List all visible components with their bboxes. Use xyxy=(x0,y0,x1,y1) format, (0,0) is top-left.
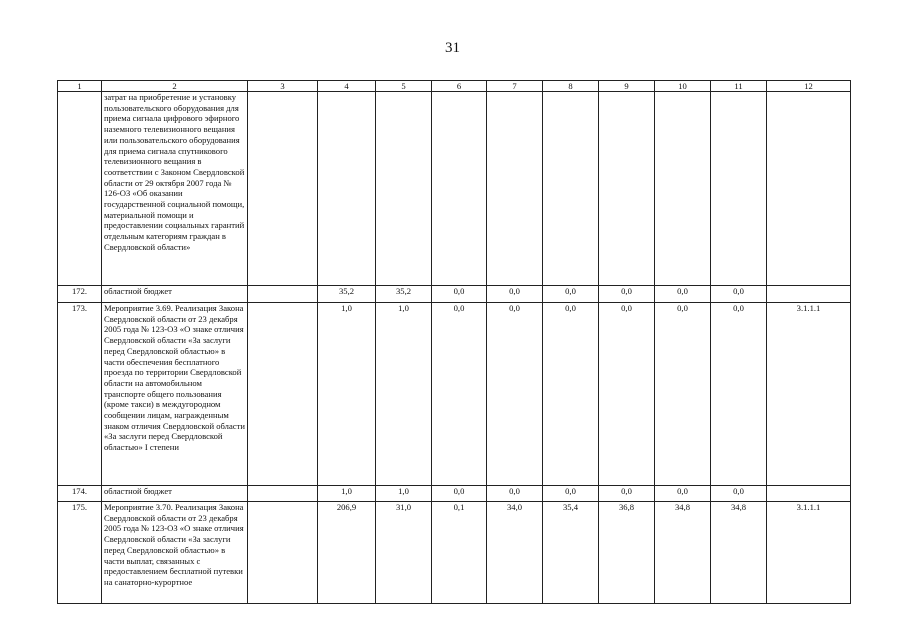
cell-code xyxy=(767,286,851,303)
cell-value: 0,0 xyxy=(711,486,767,502)
cell-value: 34,8 xyxy=(711,502,767,604)
row-description: затрат на приобретение и установку пользовательского оборудования для приема сигнала цифрового эфирного наземного телевизионного вещания или пользовательского оборудования для приема сигнала спутникового телевизионного вещания в соответствии с Законом Свердловской области от 29 октября 2007 года № 126-ОЗ «Об оказании государственной социальной помощи, материальной помощи и предоставлении социальных гарантий отдельным категориям граждан в Свердловской области» xyxy=(102,92,248,286)
cell-code xyxy=(767,486,851,502)
table-row xyxy=(58,502,851,604)
cell-value: 0,0 xyxy=(599,303,655,486)
cell-value: 1,0 xyxy=(318,303,376,486)
cell-value: 0,0 xyxy=(711,303,767,486)
cell-value: 35,2 xyxy=(376,286,432,303)
cell-value: 1,0 xyxy=(376,303,432,486)
cell-value: 1,0 xyxy=(376,486,432,502)
cell-value: 0,0 xyxy=(487,303,543,486)
cell-value: 34,0 xyxy=(487,502,543,604)
cell-value xyxy=(248,303,318,486)
table-row xyxy=(58,486,851,502)
row-number: 173. xyxy=(58,303,102,486)
cell-value xyxy=(248,486,318,502)
cell-value xyxy=(248,286,318,303)
cell-value: 0,0 xyxy=(487,486,543,502)
cell-value xyxy=(599,92,655,286)
cell-value: 0,0 xyxy=(432,303,487,486)
cell-value: 35,4 xyxy=(543,502,599,604)
row-description: областной бюджет xyxy=(102,486,248,502)
cell-value: 0,0 xyxy=(655,486,711,502)
column-header: 1 xyxy=(58,81,102,92)
column-header: 11 xyxy=(711,81,767,92)
cell-value xyxy=(248,502,318,604)
cell-value: 0,0 xyxy=(655,286,711,303)
cell-value: 0,0 xyxy=(543,286,599,303)
column-header: 8 xyxy=(543,81,599,92)
cell-value: 35,2 xyxy=(318,286,376,303)
column-header: 5 xyxy=(376,81,432,92)
column-header-row xyxy=(58,81,851,92)
row-number: 174. xyxy=(58,486,102,502)
cell-value: 0,1 xyxy=(432,502,487,604)
program-table xyxy=(57,80,851,604)
column-header: 10 xyxy=(655,81,711,92)
cell-value: 0,0 xyxy=(599,486,655,502)
table-row xyxy=(58,286,851,303)
cell-value: 0,0 xyxy=(432,286,487,303)
cell-value: 0,0 xyxy=(655,303,711,486)
cell-value: 0,0 xyxy=(432,486,487,502)
cell-value: 1,0 xyxy=(318,486,376,502)
cell-code xyxy=(767,92,851,286)
table-row xyxy=(58,92,851,286)
row-number: 172. xyxy=(58,286,102,303)
row-description: Мероприятие 3.70. Реализация Закона Свердловской области от 23 декабря 2005 года № 123-ОЗ «О знаке отличия Свердловской области «За заслуги перед Свердловской областью» в части выплат, связанных с предоставлением бесплатной путевки на санаторно-курортное xyxy=(102,502,248,604)
cell-value xyxy=(655,92,711,286)
cell-value xyxy=(711,92,767,286)
row-number: 175. xyxy=(58,502,102,604)
table-row xyxy=(58,303,851,486)
cell-value xyxy=(248,92,318,286)
cell-value xyxy=(318,92,376,286)
column-header: 6 xyxy=(432,81,487,92)
cell-code: 3.1.1.1 xyxy=(767,502,851,604)
cell-value xyxy=(487,92,543,286)
column-header: 4 xyxy=(318,81,376,92)
cell-code: 3.1.1.1 xyxy=(767,303,851,486)
cell-value: 0,0 xyxy=(543,486,599,502)
row-description: областной бюджет xyxy=(102,286,248,303)
cell-value xyxy=(376,92,432,286)
cell-value: 31,0 xyxy=(376,502,432,604)
page-number: 31 xyxy=(445,40,460,56)
column-header: 3 xyxy=(248,81,318,92)
cell-value: 206,9 xyxy=(318,502,376,604)
cell-value: 34,8 xyxy=(655,502,711,604)
cell-value: 36,8 xyxy=(599,502,655,604)
column-header: 12 xyxy=(767,81,851,92)
row-number xyxy=(58,92,102,286)
column-header: 2 xyxy=(102,81,248,92)
cell-value: 0,0 xyxy=(711,286,767,303)
row-description: Мероприятие 3.69. Реализация Закона Свердловской области от 23 декабря 2005 года № 123-ОЗ «О знаке отличия Свердловской области «За заслуги перед Свердловской областью» в части обеспечения бесплатного проезда по территории Свердловской области на автомобильном транспорте общего пользования (кроме такси) в междугородном сообщении лицам, награжденным знаком отличия Свердловской области «За заслуги перед Свердловской областью» I степени xyxy=(102,303,248,486)
cell-value: 0,0 xyxy=(599,286,655,303)
column-header: 9 xyxy=(599,81,655,92)
cell-value: 0,0 xyxy=(543,303,599,486)
cell-value xyxy=(432,92,487,286)
cell-value xyxy=(543,92,599,286)
cell-value: 0,0 xyxy=(487,286,543,303)
column-header: 7 xyxy=(487,81,543,92)
